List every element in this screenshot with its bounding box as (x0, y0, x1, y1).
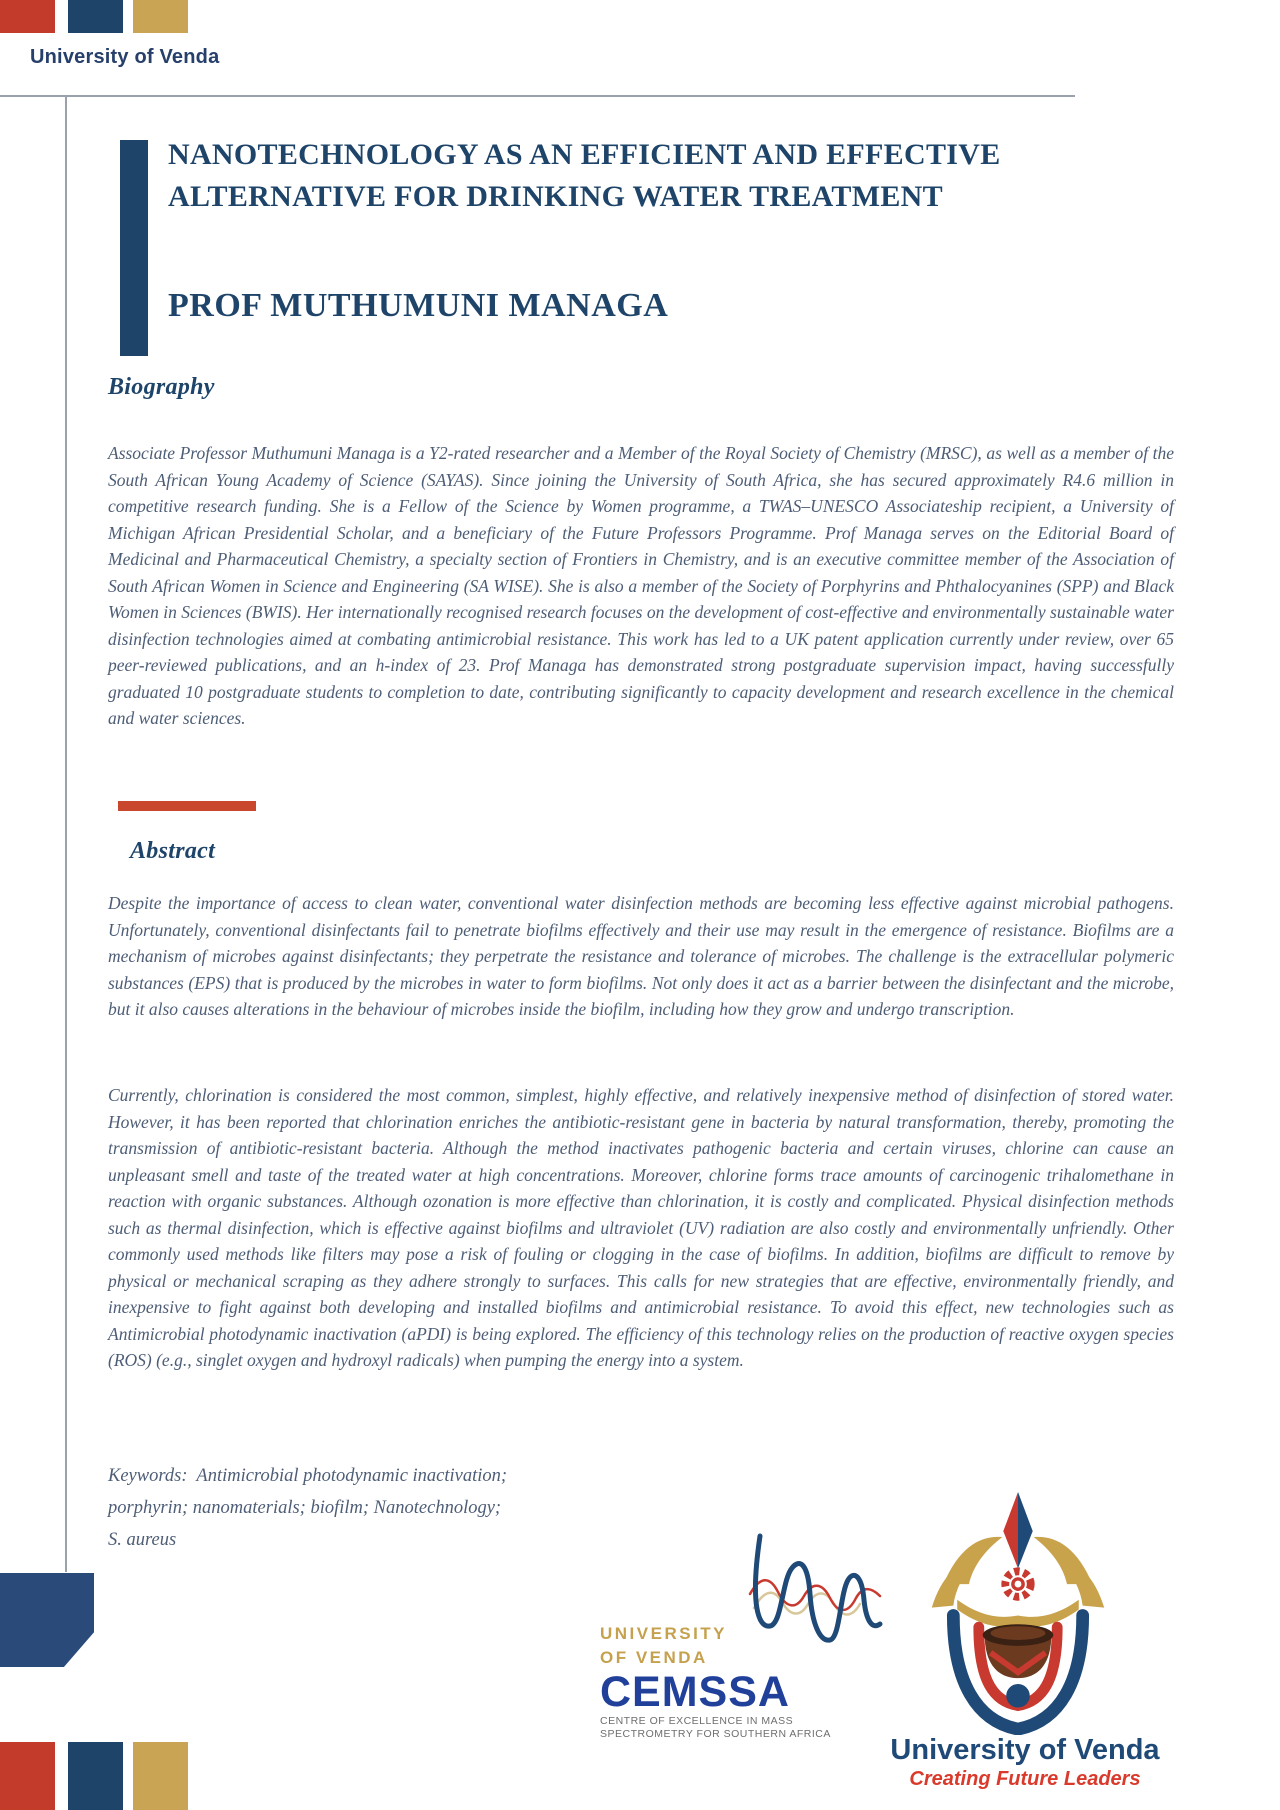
abstract-paragraph-1: Despite the importance of access to clean water, conventional water disinfection methods are becoming less effective against microbial pathogens. Unfortunately, conventional disinfectants fail to penetrate biofilms effectively and their use may result in the emergence of resistance. Biofilms are a mechanism of microbes against disinfectants; they perpetrate the resistance and tolerance of microbes. The challenge is the extracellular polymeric substances (EPS) that is produced by the microbes in water to form biofilms. Not only does it act as a barrier between the disinfectant and the microbe, but it also causes alterations in the behaviour of microbes inside the biofilm, including how they grow and undergo transcription. (108, 893, 1174, 1019)
keywords-line-3: S. aureus (108, 1530, 177, 1550)
decorative-square-gold (133, 1742, 188, 1810)
brand-wordmark: University of Venda (30, 46, 220, 68)
keywords-block (108, 1460, 668, 1556)
section-divider-bar (118, 801, 256, 811)
title-line-1: NANOTECHNOLOGY AS AN EFFICIENT AND EFFECTIVE (168, 138, 1001, 171)
cemssa-tagline-2: SPECTROMETRY FOR SOUTHERN AFRICA (600, 1728, 831, 1740)
keywords-line-1: Keywords: Antimicrobial photodynamic inactivation; (108, 1466, 508, 1486)
decorative-square-blue (68, 1742, 123, 1810)
decorative-square-red (0, 1742, 55, 1810)
cemssa-university-label: UNIVERSITY (600, 1624, 728, 1643)
univen-slogan: Creating Future Leaders (909, 1768, 1141, 1790)
speaker-name: PROF MUTHUMUNI MANAGA (168, 287, 669, 324)
abstract-paragraph-2: Currently, chlorination is considered the most common, simplest, highly effective, and relatively inexpensive method of disinfection of stored water. However, it has been reported that chlorination enriches the antibiotic-resistant gene in bacteria by natural transformation, thereby, promoting the transmission of antibiotic-resistant bacteria. Although the method inactivates pathogenic bacteria and certain viruses, chlorine can cause an unpleasant smell and taste of the treated water at high concentrations. Moreover, chlorine forms trace amounts of carcinogenic trihalomethane in reaction with organic substances. Although ozonation is more effective than chlorination, it is costly and complicated. Physical disinfection methods such as thermal disinfection, which is effective against biofilms and ultraviolet (UV) radiation are also costly and environmentally unfriendly. Other commonly used methods like filters may pose a risk of fouling or clogging in the case of biofilms. In addition, biofilms are difficult to remove by physical or mechanical scraping as they adhere strongly to surfaces. This calls for new strategies that are effective, environmentally friendly, and inexpensive to fight against both developing and installed biofilms and antimicrobial resistance. To avoid this effect, new technologies such as Antimicrobial photodynamic inactivation (aPDI) is being explored. The efficiency of this technology relies on the production of reactive oxygen species (ROS) (e.g., singlet oxygen and hydroxyl radicals) when pumping the energy into a system. (108, 1085, 1174, 1370)
cemssa-acronym: CEMSSA (600, 1668, 790, 1716)
keywords-line-2: porphyrin; nanomaterials; biofilm; Nanotechnology; (108, 1498, 502, 1518)
biography-text: Associate Professor Muthumuni Managa is a Y2-rated researcher and a Member of the Royal Society of Chemistry (MRSC), as well as a member of the South African Young Academy of Science (SAYAS). Since joining the University of South Africa, she has secured approximately R4.6 million in competitive research funding. She is a Fellow of the Science by Women programme, a TWAS–UNESCO Associateship recipient, a University of Michigan African Presidential Scholar, and a beneficiary of the Future Professors Programme. Prof Managa serves on the Editorial Board of Medicinal and Pharmaceutical Chemistry, a specialty section of Frontiers in Chemistry, and is an executive committee member of the Association of South African Women in Science and Engineering (SA WISE). She is also a member of the Society of Porphyrins and Phthalocyanines (SPP) and Black Women in Sciences (BWIS). Her internationally recognised research focuses on the development of cost-effective and environmentally sustainable water disinfection technologies aimed at combating antimicrobial resistance. This work has led to a UK patent application currently under review, over 65 peer-reviewed publications, and an h-index of 23. Prof Managa has demonstrated strong postgraduate supervision impact, having successfully graduated 10 postgraduate students to completion to date, contributing significantly to capacity development and research excellence in the chemical and water sciences. (108, 443, 1174, 728)
biography-heading: Biography (108, 374, 215, 400)
univen-wordmark: University of Venda (890, 1734, 1160, 1766)
title-accent-bar (120, 140, 148, 356)
univen-crest-icon (928, 1490, 1108, 1735)
decorative-square-gold (133, 0, 188, 33)
abstract-heading: Abstract (130, 838, 216, 864)
title-line-2: ALTERNATIVE FOR DRINKING WATER TREATMENT (168, 180, 943, 213)
mass-spectrum-waveform-icon (748, 1524, 886, 1706)
left-margin-rule (65, 96, 67, 1572)
title-block (168, 134, 1108, 328)
decorative-square-blue (68, 0, 123, 33)
top-divider-line (0, 95, 1075, 97)
corner-accent-shape (0, 1573, 94, 1667)
decorative-square-red (0, 0, 55, 33)
cemssa-ofvenda-label: OF VENDA (600, 1648, 708, 1667)
cemssa-tagline-1: CENTRE OF EXCELLENCE IN MASS (600, 1715, 794, 1727)
